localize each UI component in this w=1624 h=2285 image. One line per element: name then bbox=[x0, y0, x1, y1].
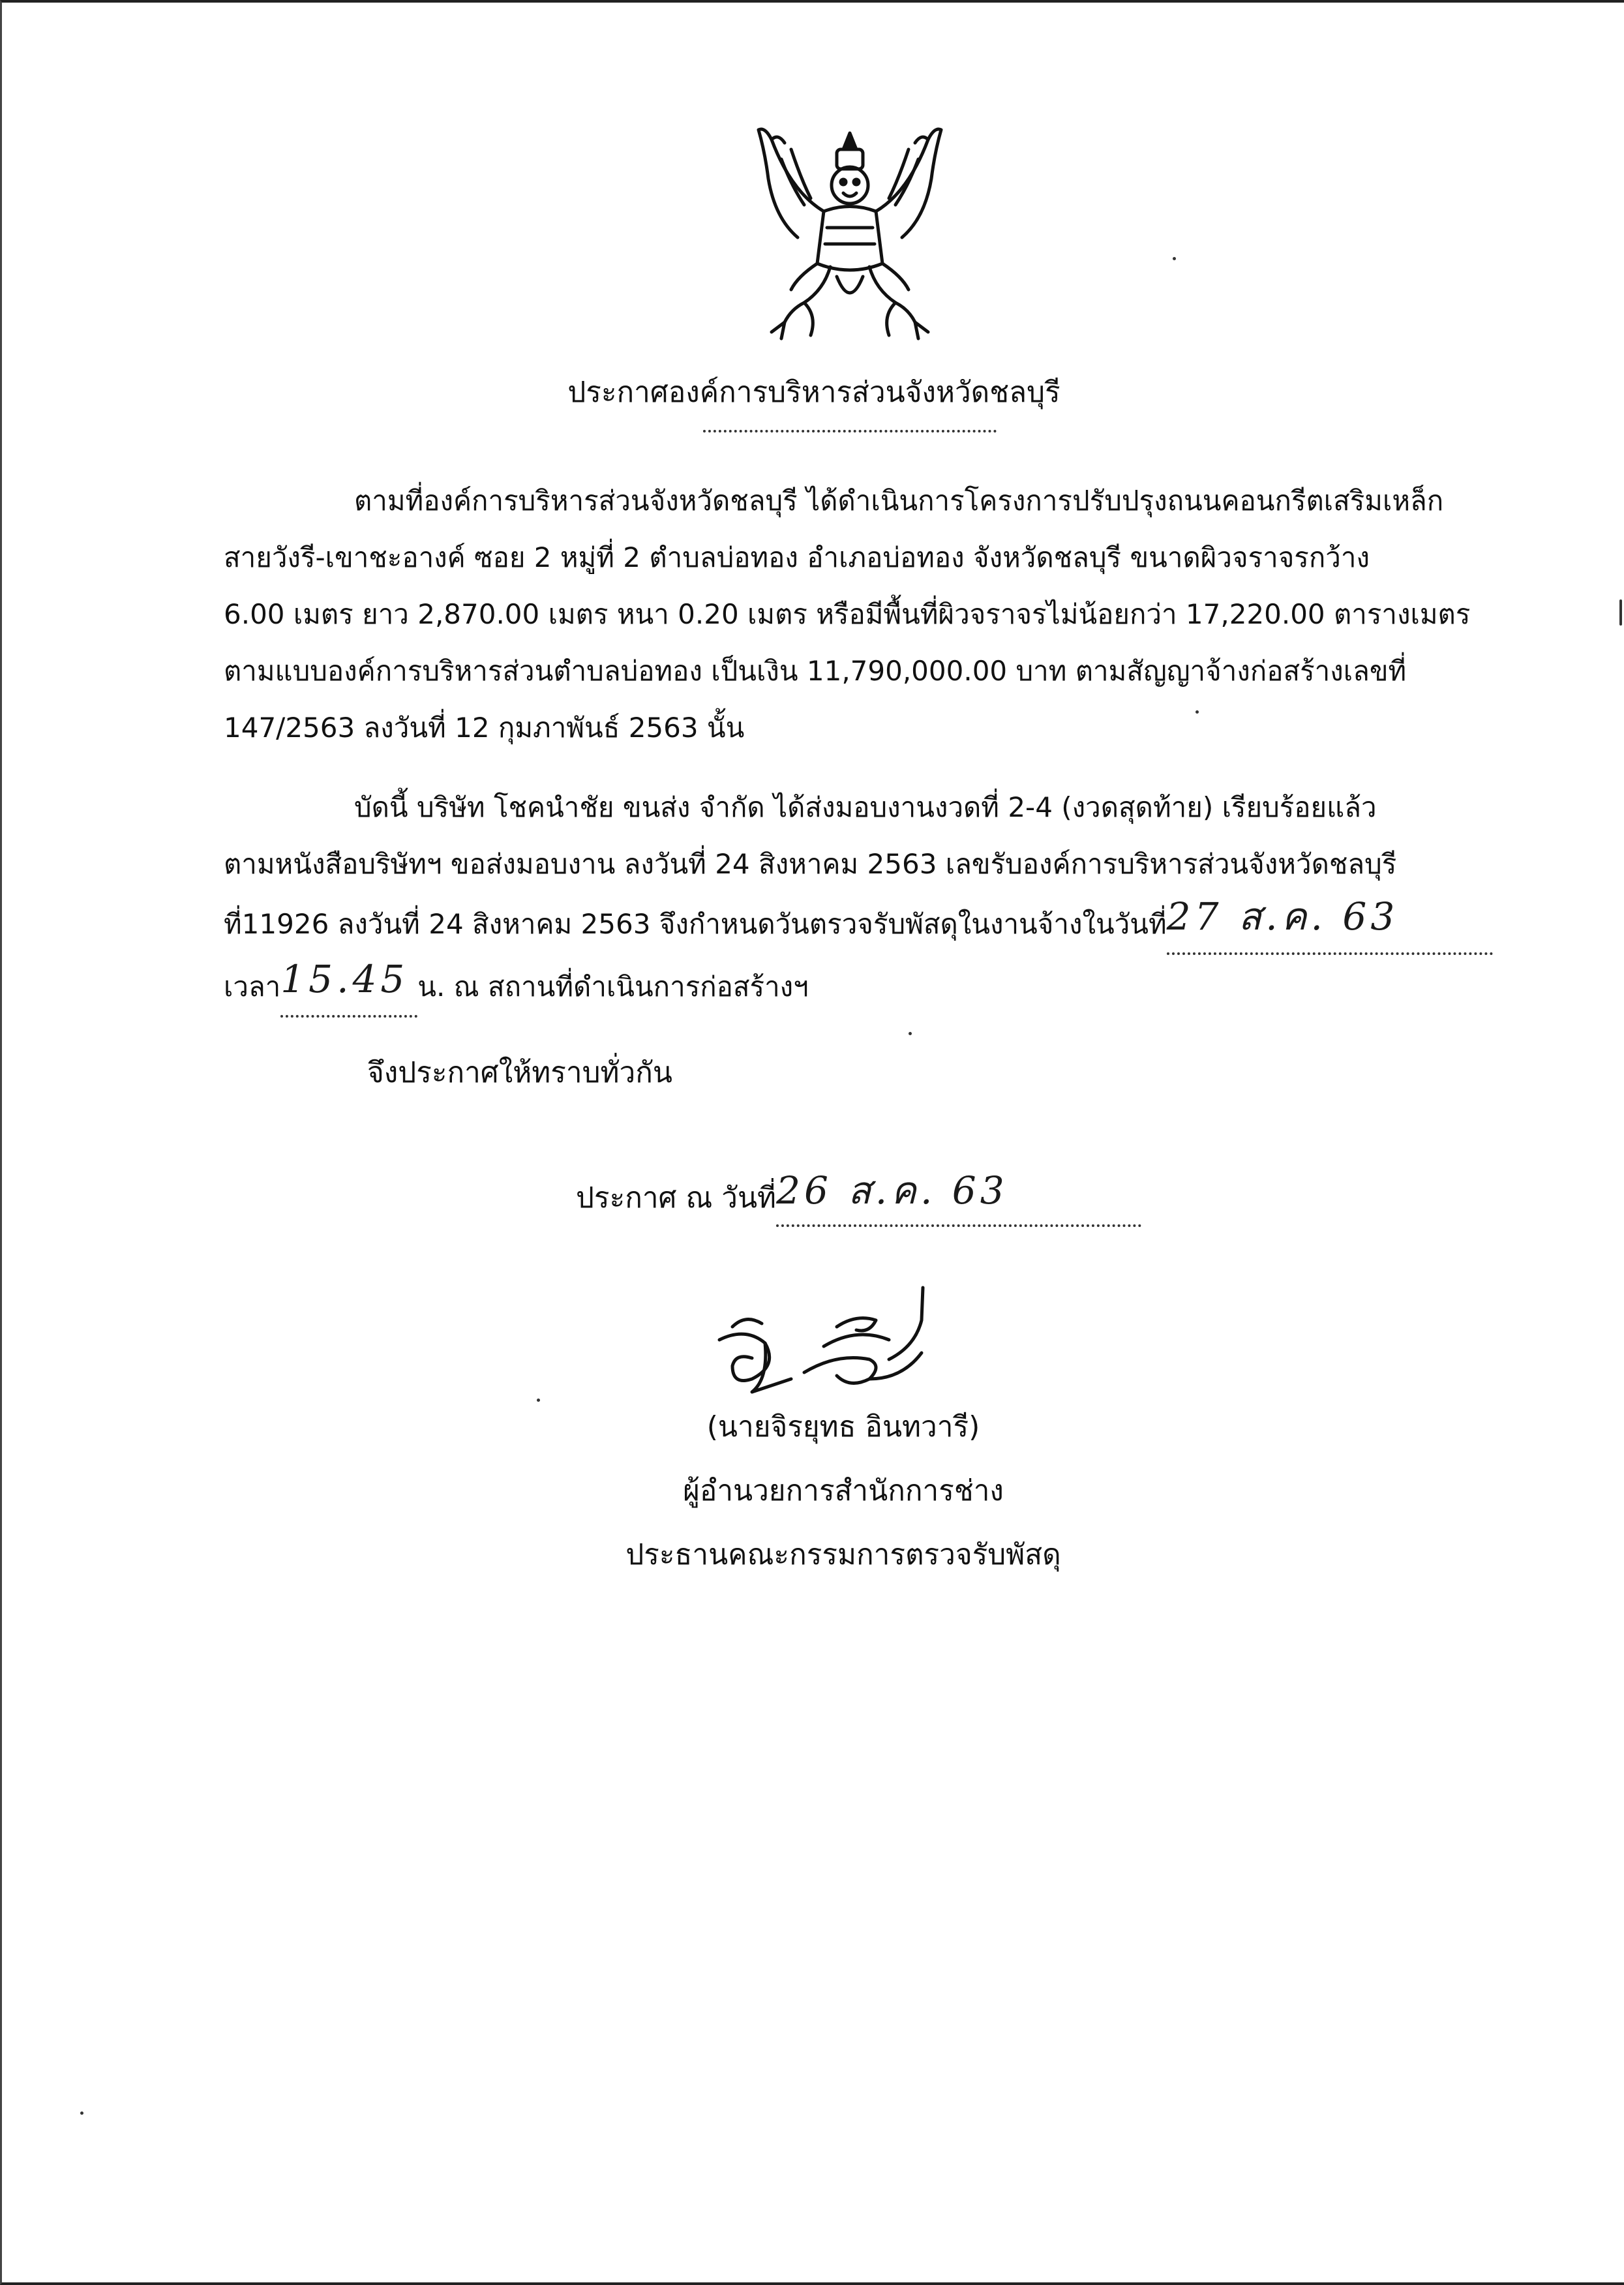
handwritten-signature bbox=[706, 1281, 1032, 1412]
scan-speck bbox=[1195, 710, 1199, 714]
paragraph-2-line: บัดนี้ บริษัท โชคนำชัย ขนส่ง จำกัด ได้ส่งมอบงานงวดที่ 2-4 (งวดสุดท้าย) เรียบร้อยแล้ว bbox=[354, 791, 1377, 823]
announce-closing: จึงประกาศให้ทราบทั่วกัน bbox=[367, 1056, 672, 1089]
scan-speck bbox=[80, 2111, 83, 2115]
inspection-time-field bbox=[280, 955, 417, 1018]
inspection-time-handwritten: 15.45 bbox=[280, 957, 409, 1001]
announcement-date-field bbox=[776, 1164, 1141, 1227]
signer-name: (นายจิรยุทธ อินทวารี) bbox=[706, 1410, 980, 1444]
paragraph-1-line: 6.00 เมตร ยาว 2,870.00 เมตร หนา 0.20 เมตร หรือมีพื้นที่ผิวจราจรไม่น้อยกว่า 17,220.00 ตารางเมตร bbox=[224, 598, 1471, 630]
announcement-date-handwritten: 26 ส.ค. 63 bbox=[776, 1168, 1008, 1213]
signer-role: ประธานคณะกรรมการตรวจรับพัสดุ bbox=[625, 1538, 1061, 1571]
signer-block bbox=[576, 1395, 1111, 1587]
scan-speck bbox=[1173, 257, 1176, 260]
paragraph-2-line bbox=[224, 955, 1476, 1018]
paragraph-1 bbox=[224, 472, 1476, 756]
paragraph-2-line bbox=[224, 892, 1476, 955]
inspection-date-handwritten: 27 ส.ค. 63 bbox=[1166, 894, 1399, 939]
signer-position: ผู้อำนวยการสำนักการช่าง bbox=[683, 1474, 1004, 1507]
paragraph-1-line: สายวังรี-เขาชะอางค์ ซอย 2 หมู่ที่ 2 ตำบลบ่อทอง อำเภอบ่อทอง จังหวัดชลบุรี ขนาดผิวจราจรกว้าง bbox=[224, 541, 1370, 573]
announcement-date bbox=[576, 1164, 1141, 1227]
announcement-title: ประกาศองค์การบริหารส่วนจังหวัดชลบุรี bbox=[567, 376, 1060, 409]
scan-speck bbox=[537, 1399, 540, 1402]
title-dotted-divider bbox=[703, 430, 997, 432]
paragraph-1-line: ตามที่องค์การบริหารส่วนจังหวัดชลบุรี ได้ดำเนินการโครงการปรับปรุงถนนคอนกรีตเสริมเหล็ก bbox=[354, 485, 1444, 517]
inspection-date-field bbox=[1167, 892, 1493, 955]
announcement-date-prefix: ประกาศ ณ วันที่ bbox=[576, 1181, 777, 1215]
paragraph-2-line: ตามหนังสือบริษัทฯ ขอส่งมอบงาน ลงวันที่ 24 สิงหาคม 2563 เลขรับองค์การบริหารส่วนจังหวัดชลบุรี bbox=[224, 848, 1397, 880]
paragraph-1-line: 147/2563 ลงวันที่ 12 กุมภาพันธ์ 2563 นั้น bbox=[224, 712, 745, 744]
paragraph-2 bbox=[224, 779, 1476, 1018]
scan-speck bbox=[909, 1032, 912, 1035]
garuda-emblem-icon bbox=[745, 113, 954, 348]
inspection-date-prefix: ที่11926 ลงวันที่ 24 สิงหาคม 2563 จึงกำหนดวันตรวจรับพัสดุในงานจ้างในวันที่ bbox=[224, 908, 1167, 940]
paragraph-1-line: ตามแบบองค์การบริหารส่วนตำบลบ่อทอง เป็นเงิน 11,790,000.00 บาท ตามสัญญาจ้างก่อสร้างเลขที่ bbox=[224, 655, 1407, 687]
inspection-time-suffix: น. ณ สถานที่ดำเนินการก่อสร้างฯ bbox=[417, 971, 809, 1003]
inspection-time-prefix: เวลา bbox=[224, 971, 281, 1003]
scan-edge-mark bbox=[1619, 599, 1622, 626]
